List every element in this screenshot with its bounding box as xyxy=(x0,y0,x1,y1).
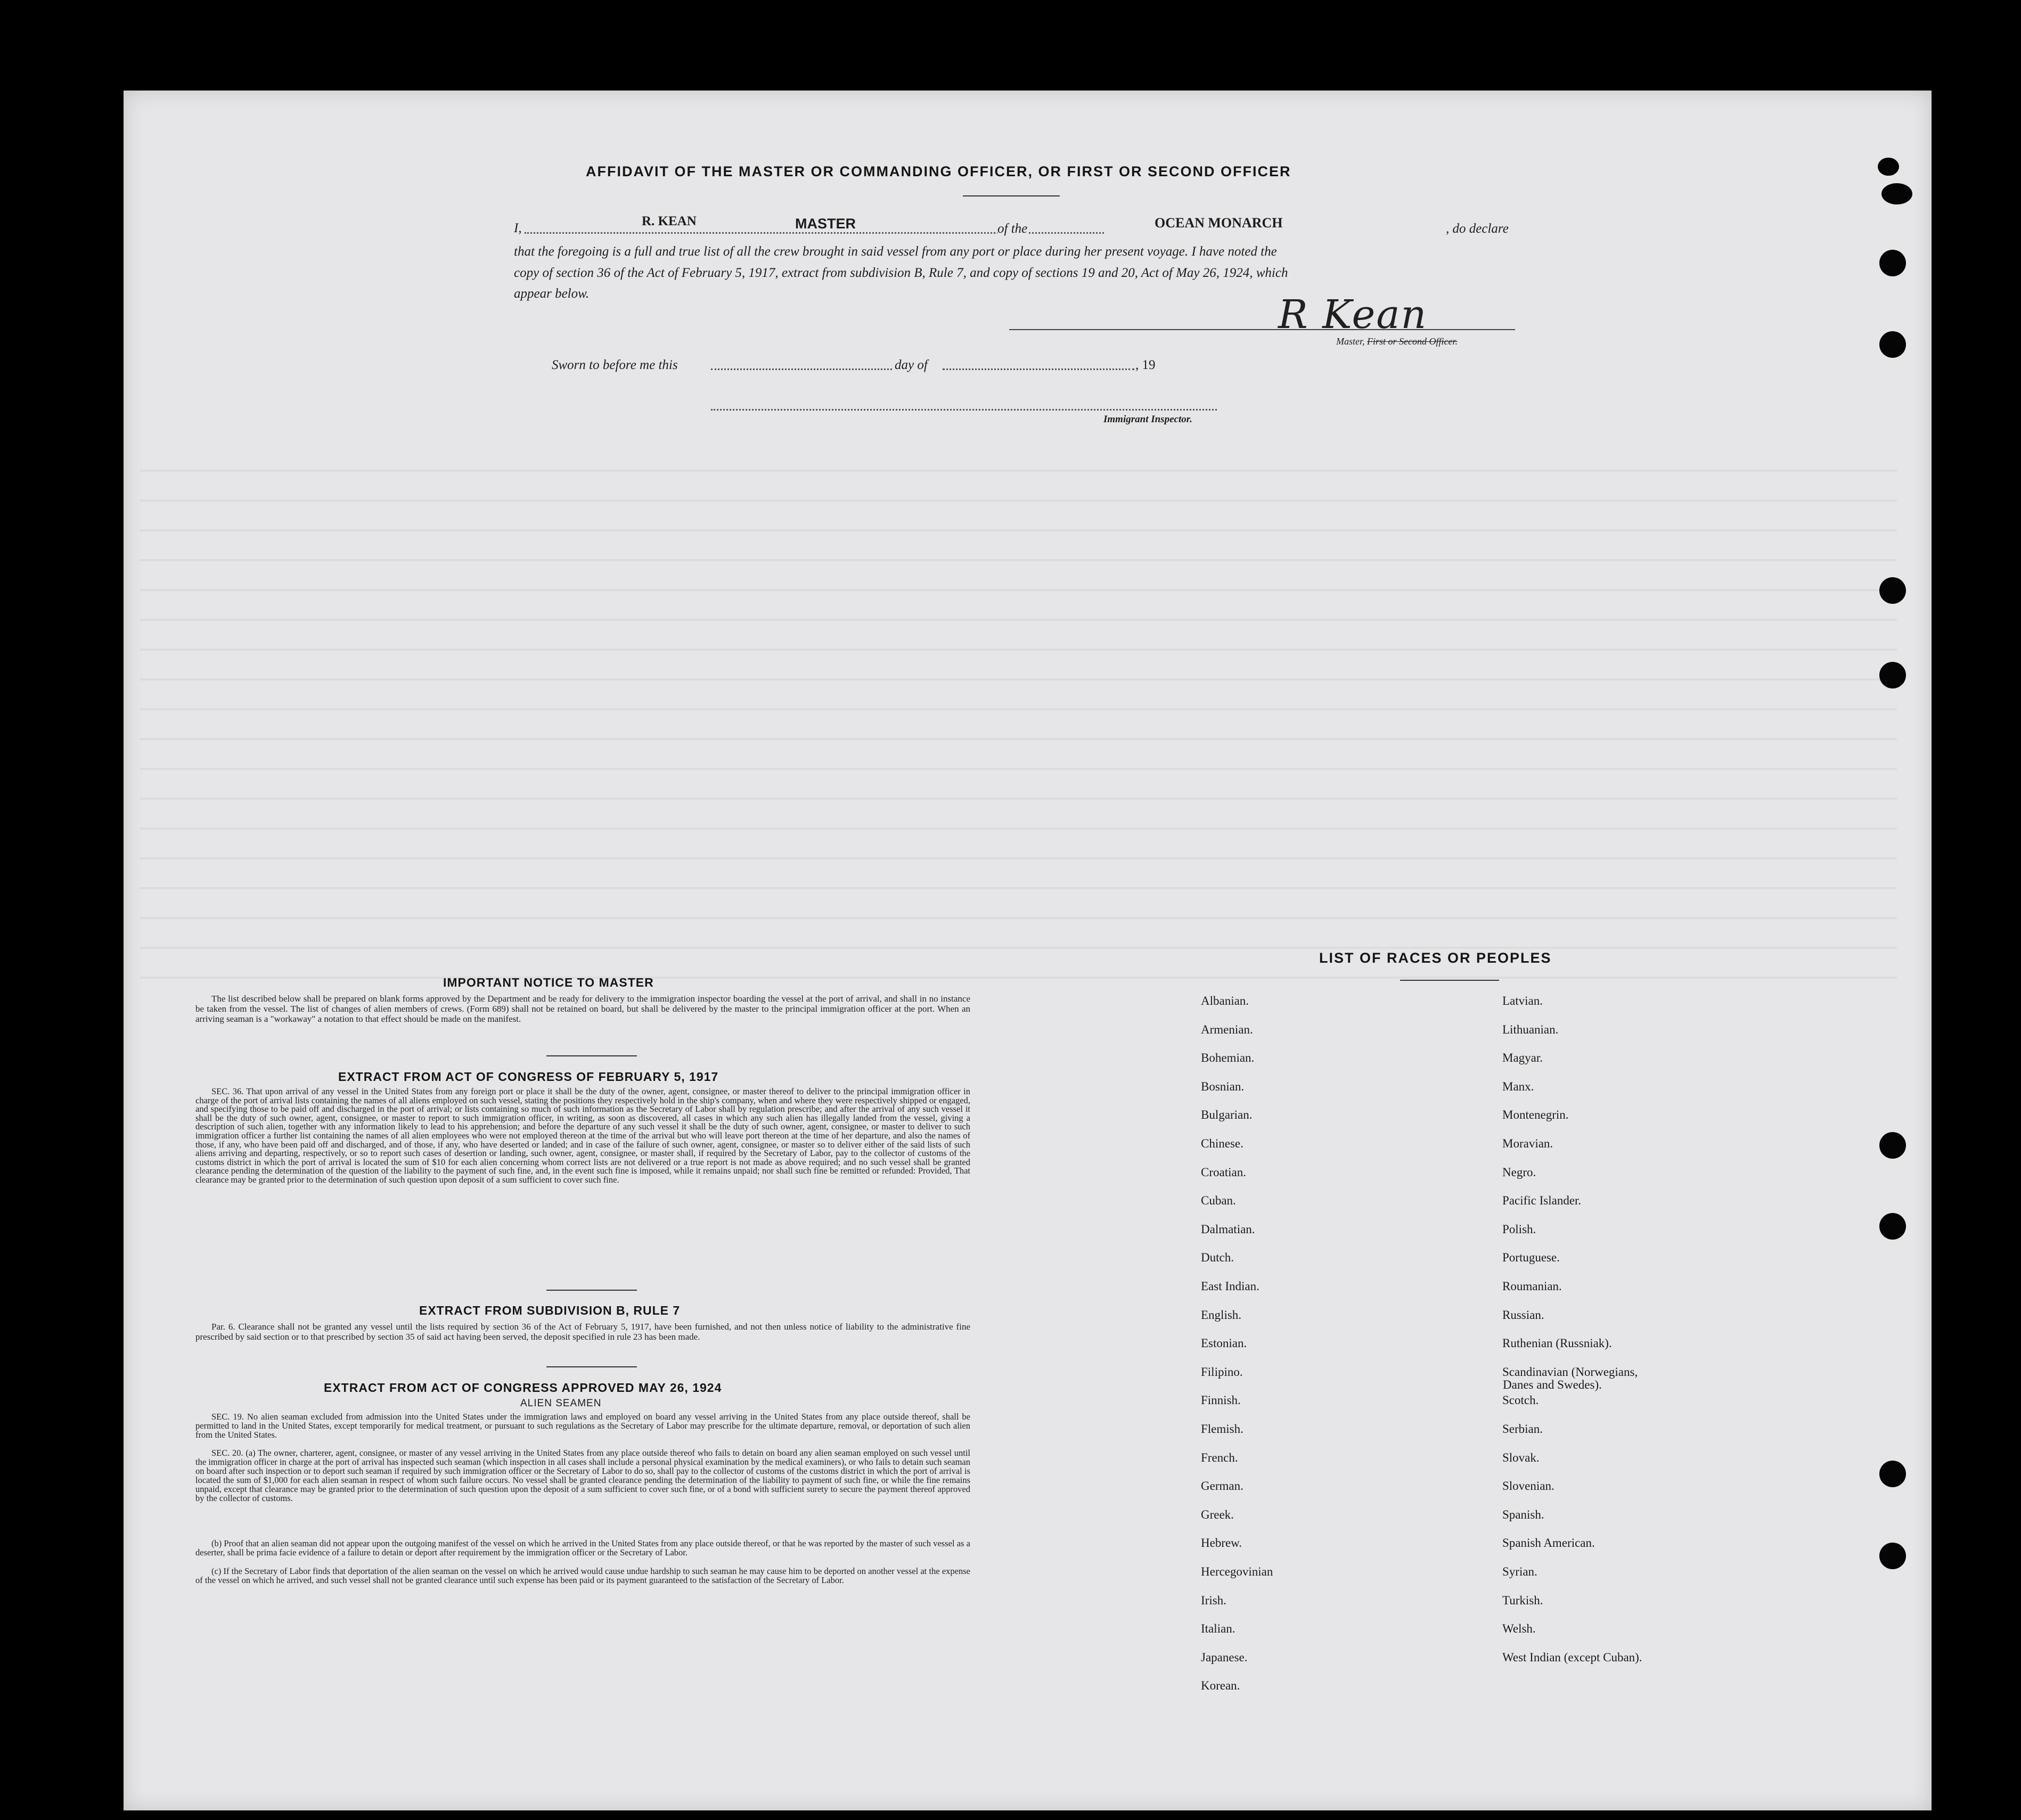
signature-caption-master: Master, xyxy=(1336,336,1367,347)
vessel-name: OCEAN MONARCH xyxy=(1155,215,1283,231)
race-item: Danes and Swedes). xyxy=(1503,1378,1602,1391)
race-item: Latvian. xyxy=(1502,994,1543,1007)
document-sheet xyxy=(124,91,1932,1810)
races-title: LIST OF RACES OR PEOPLES xyxy=(1319,950,1552,966)
race-item: Roumanian. xyxy=(1502,1280,1562,1293)
race-item: Scandinavian (Norwegians, xyxy=(1502,1365,1638,1379)
race-item: Russian. xyxy=(1502,1308,1544,1322)
race-item: Slovenian. xyxy=(1502,1479,1554,1493)
rule7-divider xyxy=(546,1366,637,1367)
binder-hole xyxy=(1879,1461,1906,1487)
notice-title: IMPORTANT NOTICE TO MASTER xyxy=(443,975,654,989)
sworn-label: Sworn to before me this xyxy=(552,358,678,372)
race-item: Scotch. xyxy=(1502,1393,1539,1407)
act1917-divider xyxy=(546,1290,637,1291)
race-item: Korean. xyxy=(1201,1679,1240,1693)
race-item: East Indian. xyxy=(1201,1280,1259,1293)
race-item: Dalmatian. xyxy=(1201,1222,1255,1236)
binder-hole xyxy=(1879,1543,1906,1569)
affidavit-title: AFFIDAVIT OF THE MASTER OR COMMANDING OFFICER, OR FIRST OR SECOND OFFICER xyxy=(586,163,1291,179)
rule7-body: Par. 6. Clearance shall not be granted any vessel until the lists required by section 36 of the Act of February 5, 1917, have been furnished, and not then unless notice of liability to the administrative fine prescribed by said section or to that prescribed by section 35 of said act having been served, the deposit specified in rule 23 has been made. xyxy=(195,1322,970,1342)
race-item: Croatian. xyxy=(1201,1165,1246,1179)
race-item: Magyar. xyxy=(1502,1051,1543,1065)
sworn-day-line xyxy=(711,368,892,370)
binder-hole xyxy=(1881,183,1912,204)
race-item: Flemish. xyxy=(1201,1422,1243,1436)
race-item: Montenegrin. xyxy=(1502,1108,1569,1122)
race-item: Cuban. xyxy=(1201,1194,1236,1208)
act1917-body: SEC. 36. That upon arrival of any vessel in the United States from any foreign port or place it shall be the duty of the owner, agent, consignee, or master thereof to deliver to the principal immigration officer in charge of the port of arrival lists containing the names of all aliens employed on such vessel, stating the positions they respectively hold in the ship's company, when and where they were respectively shipped or engaged, and specifying those to be paid off and discharged in the port of arrival; or lists containing so much of such information as the Secretary of Labor shall by regulation prescribe; and after the arrival of any such vessel it shall be the duty of such owner, agent, consignee, or master to report to such immigration officer, in writing, as soon as discovered, all cases in which any such alien has illegally landed from the vessel, giving a description of such alien, together with any information likely to lead to his apprehension; and before the departure of any such vessel it shall be the duty of such owner, agent, consignee, or master to deliver to such immigration officer a further list containing the names of all alien employees who were not employed thereon at the time of the arrival but who will leave port thereon at the time of her departure, and also the names of those, if any, who have been paid off and discharged, and of those, if any, who have deserted or landed; and in case of the failure of such owner, agent, consignee, or master so to deliver either of the said lists of such aliens arriving and departing, respectively, or so to report such cases of desertion or landing, such owner, agent, consignee, or master shall, if required by the Secretary of Labor, pay to the collector of customs of the customs district in which the port of arrival is located the sum of $10 for each alien concerning whom correct lists are not delivered or a true report is not made as above required; and no such vessel shall be granted clearance pending the determination of the question of the liability to the payment of such fine, and, in the event such fine is imposed, while it remains unpaid; nor shall such fine be remitted or refunded: Provided, That clearance may be granted prior to the determination of such question upon deposit of a sum sufficient to cover such fine. xyxy=(195,1086,970,1185)
race-item: Pacific Islander. xyxy=(1502,1194,1582,1208)
race-item: Armenian. xyxy=(1201,1022,1253,1036)
race-item: Hebrew. xyxy=(1201,1536,1242,1550)
act1924-sec20b: (b) Proof that an alien seaman did not appear upon the outgoing manifest of the vessel on which he arrived in the United States from any place outside thereof, or that he was reported by the master of such vessel as a deserter, shall be prima facie evidence of a failure to detain or deport after requirement by the immigration officer or the Secretary of Labor. xyxy=(195,1538,970,1557)
of-the-label: of the xyxy=(997,222,1028,236)
race-item: Portuguese. xyxy=(1502,1251,1560,1265)
race-item: Irish. xyxy=(1201,1593,1226,1607)
notice-divider xyxy=(546,1055,637,1056)
race-item: Hercegovinian xyxy=(1201,1565,1273,1578)
act1924-sec19: SEC. 19. No alien seaman excluded from admission into the United States under the immigration laws and employed on board any vessel arriving in the United States from any place outside thereof, shall be permitted to land in the United States, except temporarily for medical treatment, or pursuant to such regulations as the Secretary of Labor may prescribe for the ultimate departure, removal, or deportation of such alien from the United States. xyxy=(195,1412,970,1440)
affidavit-line-3: copy of section 36 of the Act of February 5, 1917, extract from subdivision B, Rule 7, and copy of sections 19 and 20, Act of May 26, 1924, which xyxy=(514,266,1288,280)
title-divider xyxy=(963,195,1060,196)
race-item: Estonian. xyxy=(1201,1337,1247,1350)
master-name: R. KEAN xyxy=(642,214,697,228)
race-item: Slovak. xyxy=(1502,1450,1540,1464)
affidavit-line-2: that the foregoing is a full and true list of all the crew brought in said vessel from any port or place during her present voyage. I have noted the xyxy=(514,244,1277,259)
race-item: Filipino. xyxy=(1201,1365,1243,1379)
race-item: Turkish. xyxy=(1502,1593,1543,1607)
race-item: West Indian (except Cuban). xyxy=(1502,1650,1642,1664)
race-item: Bulgarian. xyxy=(1201,1108,1253,1122)
race-item: Albanian. xyxy=(1201,994,1249,1007)
act1917-title: EXTRACT FROM ACT OF CONGRESS OF FEBRUARY 5, 1917 xyxy=(338,1070,719,1084)
rule7-title: EXTRACT FROM SUBDIVISION B, RULE 7 xyxy=(419,1303,681,1317)
race-item: Italian. xyxy=(1201,1622,1235,1636)
race-item: Ruthenian (Russniak). xyxy=(1502,1337,1612,1350)
do-declare: , do declare xyxy=(1446,222,1509,236)
binder-hole xyxy=(1879,662,1906,688)
race-item: Finnish. xyxy=(1201,1393,1241,1407)
race-item: Moravian. xyxy=(1502,1137,1553,1150)
race-item: Polish. xyxy=(1502,1222,1536,1236)
signature: R Kean xyxy=(1278,292,1428,338)
race-item: Spanish American. xyxy=(1502,1536,1595,1550)
sworn-year: , 19 xyxy=(1135,358,1156,372)
race-item: Bohemian. xyxy=(1201,1051,1255,1065)
binder-hole xyxy=(1879,331,1906,358)
race-item: Negro. xyxy=(1502,1165,1536,1179)
race-item: Welsh. xyxy=(1502,1622,1536,1636)
act1924-title: EXTRACT FROM ACT OF CONGRESS APPROVED MAY 26, 1924 xyxy=(324,1381,722,1395)
binder-hole xyxy=(1879,577,1906,604)
inspector-line xyxy=(711,409,1217,411)
binder-hole xyxy=(1878,158,1899,176)
signature-caption-struck: First or Second Officer. xyxy=(1367,336,1458,347)
race-item: Manx. xyxy=(1502,1079,1534,1093)
race-item: French. xyxy=(1201,1450,1238,1464)
race-item: Dutch. xyxy=(1201,1251,1234,1265)
signature-caption xyxy=(1336,336,1458,347)
race-item: Lithuanian. xyxy=(1502,1022,1559,1036)
act1924-sec20c: (c) If the Secretary of Labor finds that deportation of the alien seaman on the vessel on which he arrived would cause undue hardship to such seaman he may cause him to be deported on another vessel at the expense of the vessel on which he arrived, and such vessel shall not be granted clearance until such expense has been paid or its payment guaranteed to the satisfaction of the Secretary of Labor. xyxy=(195,1566,970,1585)
notice-body: The list described below shall be prepared on blank forms approved by the Department and be ready for delivery to the immigration inspector boarding the vessel at the port of arrival, and shall in no instance be taken from the vessel. The list of changes of alien members of crews. (Form 689) shall not be retained on board, but shall be delivered by the master to the principal immigration officer at the port. When an arriving seaman is a "workaway" a notation to that effect should be made on the manifest. xyxy=(195,994,970,1024)
master-rank: MASTER xyxy=(795,216,856,232)
race-item: Bosnian. xyxy=(1201,1079,1245,1093)
sworn-month-line xyxy=(943,368,1134,370)
inspector-caption: Immigrant Inspector. xyxy=(1103,414,1192,425)
act1924-subtitle: ALIEN SEAMEN xyxy=(520,1398,602,1409)
signature-line xyxy=(1009,329,1515,330)
race-item: Serbian. xyxy=(1502,1422,1543,1436)
race-item: English. xyxy=(1201,1308,1242,1322)
race-item: Japanese. xyxy=(1201,1650,1248,1664)
binder-hole xyxy=(1879,1132,1906,1159)
act1924-sec20a: SEC. 20. (a) The owner, charterer, agent, consignee, or master of any vessel arriving in the United States from any place outside thereof who fails to detain on board any alien seaman employed on such vessel until the immigration officer in charge at the port of arrival has inspected such seaman (which inspection in all cases shall include a personal physical examination by the medical examiners), or who fails to detain such seaman on board after such inspection or to deport such seaman if required by such immigration officer or the Secretary of Labor to do so, shall pay to the collector of customs of the customs district in which the port of arrival is located the sum of $1,000 for each alien seaman in respect of whom such failure occurs. No vessel shall be granted clearance pending the determination of the liability to payment of such fine, or while the fine remains unpaid, except that clearance may be granted prior to the determination of such question upon the deposit of a sum sufficient to cover such fine, or of a bond with sufficient surety to secure the payment thereof approved by the collector of customs. xyxy=(195,1448,970,1503)
race-item: Greek. xyxy=(1201,1507,1234,1521)
ghost-marks xyxy=(140,442,1897,1001)
race-item: Spanish. xyxy=(1502,1507,1544,1521)
day-of-label: day of xyxy=(895,358,928,372)
race-item: German. xyxy=(1201,1479,1243,1493)
race-item: Chinese. xyxy=(1201,1137,1243,1150)
i-label: I, xyxy=(514,221,522,235)
binder-hole xyxy=(1879,1213,1906,1240)
binder-hole xyxy=(1879,250,1906,276)
race-item: Syrian. xyxy=(1502,1565,1537,1578)
affidavit-line-4: appear below. xyxy=(514,286,590,301)
